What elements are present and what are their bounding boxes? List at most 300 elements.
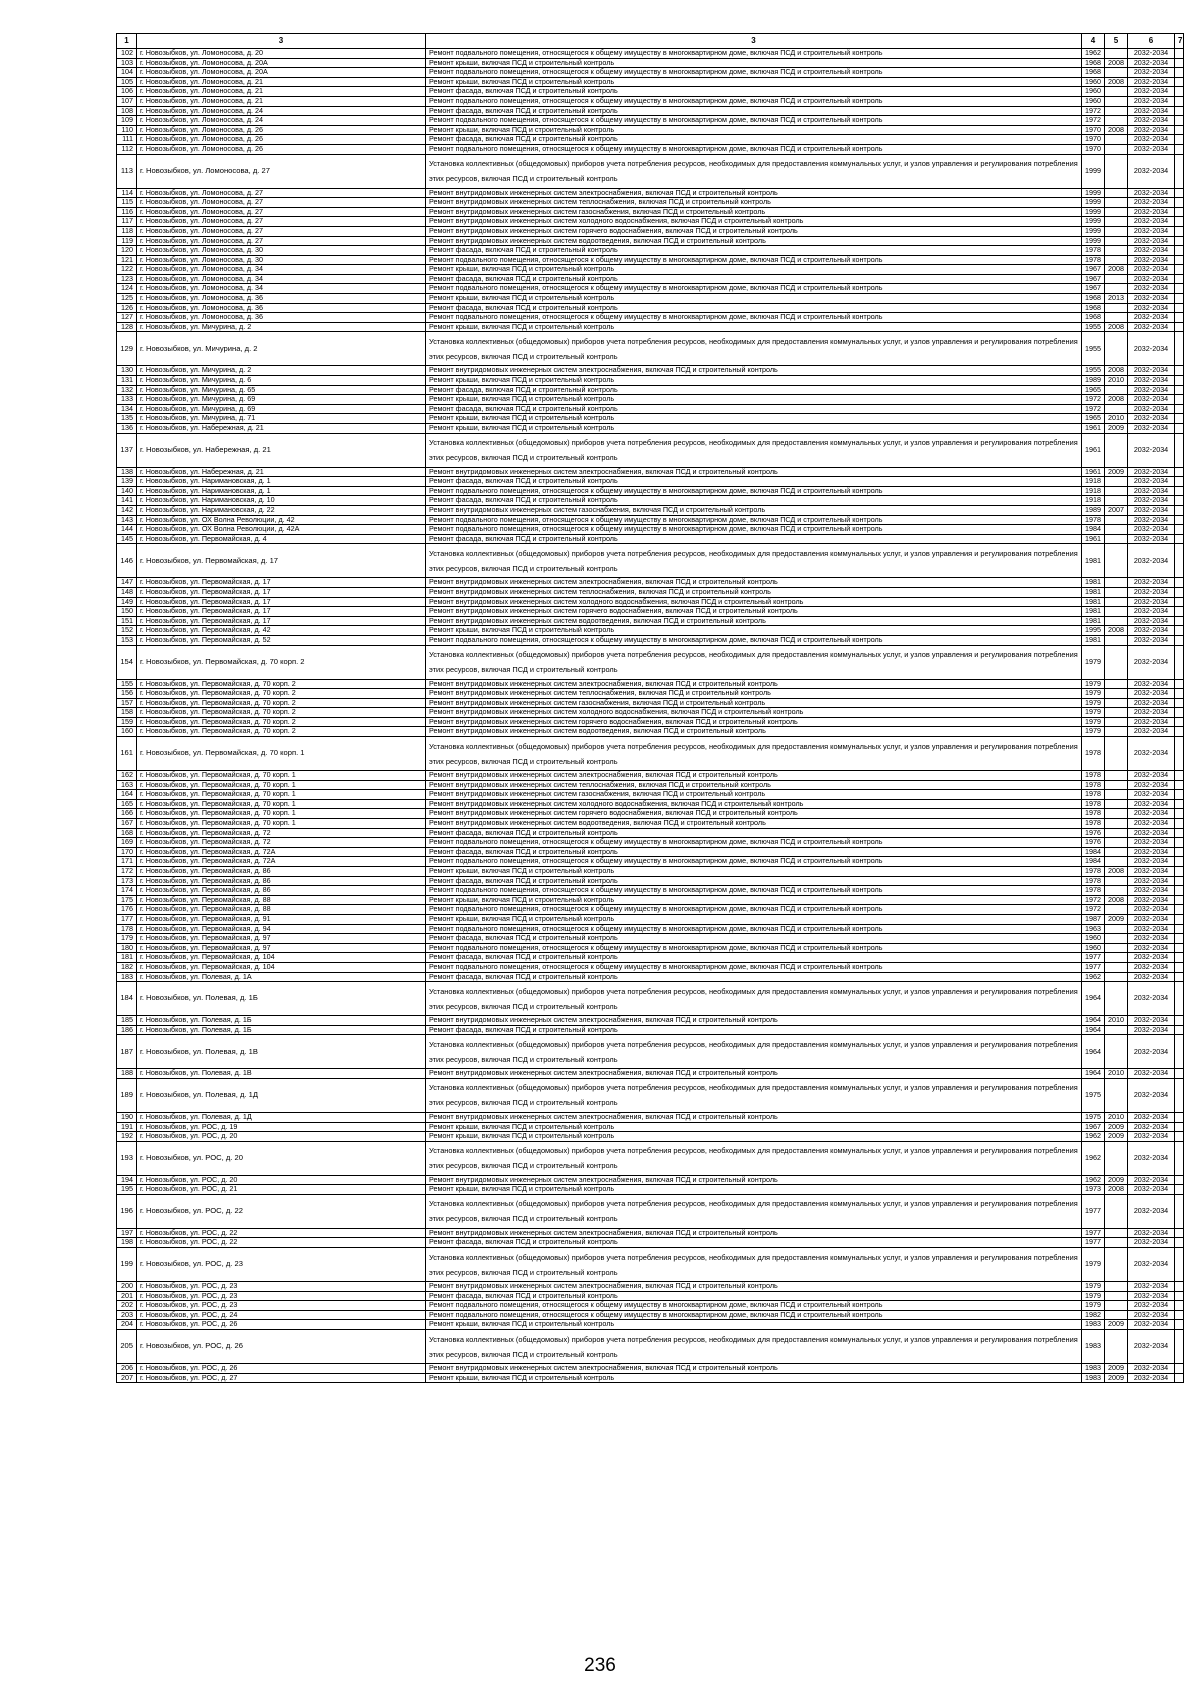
address-cell: г. Новозыбков, ул. Ломоносова, д. 24	[137, 116, 426, 126]
table-row	[117, 1025, 1184, 1035]
last-repair-year-cell	[1105, 68, 1128, 78]
empty-cell	[1175, 799, 1184, 809]
empty-cell	[1175, 867, 1184, 877]
table-row	[117, 914, 1184, 924]
empty-cell	[1175, 1364, 1184, 1374]
address-cell: г. Новозыбков, ул. Полевая, д. 1В	[137, 1069, 426, 1079]
last-repair-year-cell	[1105, 116, 1128, 126]
year-built-cell: 1972	[1082, 905, 1105, 915]
empty-cell	[1175, 385, 1184, 395]
year-built-cell: 1983	[1082, 1330, 1105, 1364]
work-type-cell: Ремонт фасада, включая ПСД и строительный контроль	[426, 385, 1082, 395]
year-built-cell: 1977	[1082, 1238, 1105, 1248]
planned-period-cell: 2032-2034	[1128, 404, 1175, 414]
planned-period-cell: 2032-2034	[1128, 534, 1175, 544]
work-type-cell: Ремонт подвального помещения, относящегося к общему имуществу в многоквартирном доме, включая ПСД и строительный контроль	[426, 1310, 1082, 1320]
address-cell: г. Новозыбков, ул. Первомайская, д. 70 корп. 2	[137, 679, 426, 689]
last-repair-year-cell: 2009	[1105, 424, 1128, 434]
work-type-cell: Установка коллективных (общедомовых) приборов учета потребления ресурсов, необходимых для предоставления коммунальных услуг, и узлов управления и регулирования потребления этих ресурсов, включая ПСД и строительный контроль	[426, 544, 1082, 578]
last-repair-year-cell	[1105, 87, 1128, 97]
address-cell: г. Новозыбков, ул. Первомайская, д. 70 корп. 2	[137, 689, 426, 699]
table-row	[117, 477, 1184, 487]
year-built-cell: 1970	[1082, 135, 1105, 145]
empty-cell	[1175, 1194, 1184, 1228]
year-built-cell: 1967	[1082, 284, 1105, 294]
year-built-cell: 1999	[1082, 188, 1105, 198]
last-repair-year-cell	[1105, 717, 1128, 727]
planned-period-cell: 2032-2034	[1128, 1301, 1175, 1311]
work-type-cell: Ремонт подвального помещения, относящегося к общему имуществу в многоквартирном доме, включая ПСД и строительный контроль	[426, 857, 1082, 867]
planned-period-cell: 2032-2034	[1128, 1282, 1175, 1292]
planned-period-cell: 2032-2034	[1128, 274, 1175, 284]
last-repair-year-cell	[1105, 934, 1128, 944]
address-cell: г. Новозыбков, ул. Мичурина, д. 69	[137, 404, 426, 414]
row-number-cell: 169	[117, 838, 137, 848]
address-cell: г. Новозыбков, ул. Первомайская, д. 72	[137, 828, 426, 838]
last-repair-year-cell	[1105, 96, 1128, 106]
table-row	[117, 544, 1184, 578]
last-repair-year-cell: 2008	[1105, 58, 1128, 68]
address-cell: г. Новозыбков, ул. Мичурина, д. 2	[137, 322, 426, 332]
year-built-cell: 1961	[1082, 433, 1105, 467]
planned-period-cell: 2032-2034	[1128, 934, 1175, 944]
last-repair-year-cell	[1105, 828, 1128, 838]
planned-period-cell: 2032-2034	[1128, 1112, 1175, 1122]
address-cell: г. Новозыбков, ул. РОС, д. 23	[137, 1291, 426, 1301]
empty-cell	[1175, 1132, 1184, 1142]
address-cell: г. Новозыбков, ул. Ломоносова, д. 34	[137, 265, 426, 275]
row-number-cell: 187	[117, 1035, 137, 1069]
address-cell: г. Новозыбков, ул. Ломоносова, д. 27	[137, 188, 426, 198]
last-repair-year-cell	[1105, 679, 1128, 689]
work-type-cell: Ремонт внутридомовых инженерных систем электроснабжения, включая ПСД и строительный контроль	[426, 188, 1082, 198]
planned-period-cell: 2032-2034	[1128, 895, 1175, 905]
work-type-cell: Ремонт внутридомовых инженерных систем водоотведения, включая ПСД и строительный контроль	[426, 236, 1082, 246]
empty-cell	[1175, 1122, 1184, 1132]
table-row	[117, 534, 1184, 544]
planned-period-cell: 2032-2034	[1128, 525, 1175, 535]
row-number-cell: 109	[117, 116, 137, 126]
year-built-cell: 1978	[1082, 255, 1105, 265]
row-number-cell: 188	[117, 1069, 137, 1079]
last-repair-year-cell	[1105, 198, 1128, 208]
address-cell: г. Новозыбков, ул. Ломоносова, д. 36	[137, 303, 426, 313]
table-row	[117, 886, 1184, 896]
year-built-cell: 1981	[1082, 635, 1105, 645]
table-row	[117, 385, 1184, 395]
row-number-cell: 111	[117, 135, 137, 145]
row-number-cell: 186	[117, 1025, 137, 1035]
table-row	[117, 1112, 1184, 1122]
empty-cell	[1175, 467, 1184, 477]
year-built-cell: 1979	[1082, 727, 1105, 737]
planned-period-cell: 2032-2034	[1128, 771, 1175, 781]
row-number-cell: 191	[117, 1122, 137, 1132]
empty-cell	[1175, 809, 1184, 819]
row-number-cell: 142	[117, 505, 137, 515]
year-built-cell: 1977	[1082, 1194, 1105, 1228]
work-type-cell: Ремонт внутридомовых инженерных систем теплоснабжения, включая ПСД и строительный контроль	[426, 780, 1082, 790]
empty-cell	[1175, 77, 1184, 87]
address-cell: г. Новозыбков, ул. Первомайская, д. 4	[137, 534, 426, 544]
address-cell: г. Новозыбков, ул. Первомайская, д. 70 корп. 2	[137, 708, 426, 718]
planned-period-cell: 2032-2034	[1128, 886, 1175, 896]
work-type-cell: Ремонт крыши, включая ПСД и строительный контроль	[426, 1185, 1082, 1195]
table-row	[117, 125, 1184, 135]
address-cell: г. Новозыбков, ул. Первомайская, д. 17	[137, 578, 426, 588]
row-number-cell: 110	[117, 125, 137, 135]
work-type-cell: Ремонт внутридомовых инженерных систем электроснабжения, включая ПСД и строительный контроль	[426, 1364, 1082, 1374]
empty-cell	[1175, 1291, 1184, 1301]
planned-period-cell: 2032-2034	[1128, 1132, 1175, 1142]
planned-period-cell: 2032-2034	[1128, 188, 1175, 198]
last-repair-year-cell	[1105, 847, 1128, 857]
table-row	[117, 198, 1184, 208]
row-number-cell: 207	[117, 1373, 137, 1383]
table-row	[117, 1069, 1184, 1079]
last-repair-year-cell	[1105, 924, 1128, 934]
empty-cell	[1175, 1185, 1184, 1195]
year-built-cell: 1977	[1082, 1228, 1105, 1238]
empty-cell	[1175, 607, 1184, 617]
address-cell: г. Новозыбков, ул. Первомайская, д. 17	[137, 597, 426, 607]
work-type-cell: Ремонт подвального помещения, относящегося к общему имуществу в многоквартирном доме, включая ПСД и строительный контроль	[426, 144, 1082, 154]
address-cell: г. Новозыбков, ул. РОС, д. 20	[137, 1141, 426, 1175]
address-cell: г. Новозыбков, ул. Набережная, д. 21	[137, 424, 426, 434]
last-repair-year-cell	[1105, 943, 1128, 953]
empty-cell	[1175, 135, 1184, 145]
empty-cell	[1175, 1035, 1184, 1069]
empty-cell	[1175, 424, 1184, 434]
planned-period-cell: 2032-2034	[1128, 294, 1175, 304]
table-row	[117, 376, 1184, 386]
last-repair-year-cell	[1105, 404, 1128, 414]
work-type-cell: Ремонт фасада, включая ПСД и строительный контроль	[426, 135, 1082, 145]
address-cell: г. Новозыбков, ул. Первомайская, д. 86	[137, 867, 426, 877]
table-row	[117, 505, 1184, 515]
planned-period-cell: 2032-2034	[1128, 645, 1175, 679]
empty-cell	[1175, 414, 1184, 424]
planned-period-cell: 2032-2034	[1128, 154, 1175, 188]
table-row	[117, 578, 1184, 588]
work-type-cell: Ремонт фасада, включая ПСД и строительный контроль	[426, 274, 1082, 284]
row-number-cell: 167	[117, 819, 137, 829]
table-row	[117, 188, 1184, 198]
planned-period-cell: 2032-2034	[1128, 135, 1175, 145]
last-repair-year-cell	[1105, 819, 1128, 829]
work-type-cell: Ремонт крыши, включая ПСД и строительный контроль	[426, 395, 1082, 405]
row-number-cell: 178	[117, 924, 137, 934]
planned-period-cell: 2032-2034	[1128, 953, 1175, 963]
work-type-cell: Ремонт внутридомовых инженерных систем электроснабжения, включая ПСД и строительный контроль	[426, 679, 1082, 689]
last-repair-year-cell	[1105, 607, 1128, 617]
row-number-cell: 180	[117, 943, 137, 953]
year-built-cell: 1962	[1082, 1175, 1105, 1185]
row-number-cell: 136	[117, 424, 137, 434]
work-type-cell: Ремонт внутридомовых инженерных систем электроснабжения, включая ПСД и строительный контроль	[426, 366, 1082, 376]
planned-period-cell: 2032-2034	[1128, 905, 1175, 915]
planned-period-cell: 2032-2034	[1128, 809, 1175, 819]
planned-period-cell: 2032-2034	[1128, 505, 1175, 515]
year-built-cell: 1965	[1082, 385, 1105, 395]
row-number-cell: 177	[117, 914, 137, 924]
last-repair-year-cell	[1105, 962, 1128, 972]
work-type-cell: Ремонт внутридомовых инженерных систем электроснабжения, включая ПСД и строительный контроль	[426, 1282, 1082, 1292]
year-built-cell: 1979	[1082, 645, 1105, 679]
row-number-cell: 132	[117, 385, 137, 395]
planned-period-cell: 2032-2034	[1128, 962, 1175, 972]
table-row	[117, 1301, 1184, 1311]
address-cell: г. Новозыбков, ул. РОС, д. 23	[137, 1282, 426, 1292]
table-row	[117, 496, 1184, 506]
row-number-cell: 128	[117, 322, 137, 332]
address-cell: г. Новозыбков, ул. Ломоносова, д. 21	[137, 96, 426, 106]
year-built-cell: 1964	[1082, 1025, 1105, 1035]
empty-cell	[1175, 1238, 1184, 1248]
work-type-cell: Ремонт фасада, включая ПСД и строительный контроль	[426, 246, 1082, 256]
year-built-cell: 1995	[1082, 626, 1105, 636]
empty-cell	[1175, 905, 1184, 915]
year-built-cell: 1962	[1082, 1132, 1105, 1142]
year-built-cell: 1981	[1082, 578, 1105, 588]
table-row	[117, 607, 1184, 617]
row-number-cell: 107	[117, 96, 137, 106]
empty-cell	[1175, 198, 1184, 208]
row-number-cell: 153	[117, 635, 137, 645]
last-repair-year-cell	[1105, 106, 1128, 116]
planned-period-cell: 2032-2034	[1128, 616, 1175, 626]
work-type-cell: Ремонт подвального помещения, относящегося к общему имуществу в многоквартирном доме, включая ПСД и строительный контроль	[426, 486, 1082, 496]
table-row	[117, 679, 1184, 689]
planned-period-cell: 2032-2034	[1128, 68, 1175, 78]
work-type-cell: Ремонт подвального помещения, относящегося к общему имуществу в многоквартирном доме, включая ПСД и строительный контроль	[426, 68, 1082, 78]
address-cell: г. Новозыбков, ул. Наримановская, д. 10	[137, 496, 426, 506]
empty-cell	[1175, 144, 1184, 154]
address-cell: г. Новозыбков, ул. Ломоносова, д. 27	[137, 236, 426, 246]
planned-period-cell: 2032-2034	[1128, 1194, 1175, 1228]
last-repair-year-cell	[1105, 284, 1128, 294]
work-type-cell: Установка коллективных (общедомовых) приборов учета потребления ресурсов, необходимых для предоставления коммунальных услуг, и узлов управления и регулирования потребления этих ресурсов, включая ПСД и строительный контроль	[426, 982, 1082, 1016]
work-type-cell: Ремонт подвального помещения, относящегося к общему имуществу в многоквартирном доме, включая ПСД и строительный контроль	[426, 943, 1082, 953]
last-repair-year-cell: 2008	[1105, 366, 1128, 376]
year-built-cell: 1979	[1082, 1291, 1105, 1301]
work-type-cell: Установка коллективных (общедомовых) приборов учета потребления ресурсов, необходимых для предоставления коммунальных услуг, и узлов управления и регулирования потребления этих ресурсов, включая ПСД и строительный контроль	[426, 1330, 1082, 1364]
planned-period-cell: 2032-2034	[1128, 414, 1175, 424]
address-cell: г. Новозыбков, ул. Первомайская, д. 17	[137, 587, 426, 597]
table-row	[117, 717, 1184, 727]
row-number-cell: 146	[117, 544, 137, 578]
address-cell: г. Новозыбков, ул. Наримановская, д. 1	[137, 486, 426, 496]
address-cell: г. Новозыбков, ул. Первомайская, д. 104	[137, 953, 426, 963]
table-row	[117, 332, 1184, 366]
table-row	[117, 1132, 1184, 1142]
work-type-cell: Ремонт внутридомовых инженерных систем электроснабжения, включая ПСД и строительный контроль	[426, 578, 1082, 588]
work-type-cell: Ремонт подвального помещения, относящегося к общему имуществу в многоквартирном доме, включая ПСД и строительный контроль	[426, 962, 1082, 972]
last-repair-year-cell	[1105, 49, 1128, 59]
empty-cell	[1175, 679, 1184, 689]
address-cell: г. Новозыбков, ул. Ломоносова, д. 21	[137, 87, 426, 97]
year-built-cell: 1979	[1082, 1301, 1105, 1311]
planned-period-cell: 2032-2034	[1128, 1228, 1175, 1238]
planned-period-cell: 2032-2034	[1128, 424, 1175, 434]
address-cell: г. Новозыбков, ул. Первомайская, д. 17	[137, 544, 426, 578]
header-row	[117, 34, 1184, 49]
planned-period-cell: 2032-2034	[1128, 106, 1175, 116]
last-repair-year-cell	[1105, 1194, 1128, 1228]
work-type-cell: Ремонт внутридомовых инженерных систем газоснабжения, включая ПСД и строительный контроль	[426, 505, 1082, 515]
year-built-cell: 1979	[1082, 1248, 1105, 1282]
year-built-cell: 1981	[1082, 587, 1105, 597]
table-row	[117, 1035, 1184, 1069]
work-type-cell: Ремонт внутридомовых инженерных систем водоотведения, включая ПСД и строительный контроль	[426, 727, 1082, 737]
empty-cell	[1175, 246, 1184, 256]
table-row	[117, 525, 1184, 535]
table-row	[117, 313, 1184, 323]
last-repair-year-cell: 2008	[1105, 77, 1128, 87]
empty-cell	[1175, 313, 1184, 323]
planned-period-cell: 2032-2034	[1128, 246, 1175, 256]
empty-cell	[1175, 294, 1184, 304]
work-type-cell: Ремонт фасада, включая ПСД и строительный контроль	[426, 534, 1082, 544]
table-row	[117, 809, 1184, 819]
work-type-cell: Ремонт фасада, включая ПСД и строительный контроль	[426, 876, 1082, 886]
address-cell: г. Новозыбков, ул. Первомайская, д. 72А	[137, 857, 426, 867]
work-type-cell: Ремонт крыши, включая ПСД и строительный контроль	[426, 1373, 1082, 1383]
row-number-cell: 204	[117, 1320, 137, 1330]
address-cell: г. Новозыбков, ул. Полевая, д. 1Д	[137, 1112, 426, 1122]
address-cell: г. Новозыбков, ул. Первомайская, д. 88	[137, 905, 426, 915]
planned-period-cell: 2032-2034	[1128, 87, 1175, 97]
table-row	[117, 616, 1184, 626]
year-built-cell: 1981	[1082, 544, 1105, 578]
planned-period-cell: 2032-2034	[1128, 1320, 1175, 1330]
address-cell: г. Новозыбков, ул. Полевая, д. 1Д	[137, 1078, 426, 1112]
address-cell: г. Новозыбков, ул. РОС, д. 27	[137, 1373, 426, 1383]
address-cell: г. Новозыбков, ул. Ломоносова, д. 27	[137, 226, 426, 236]
last-repair-year-cell	[1105, 544, 1128, 578]
work-type-cell: Ремонт подвального помещения, относящегося к общему имуществу в многоквартирном доме, включая ПСД и строительный контроль	[426, 1301, 1082, 1311]
planned-period-cell: 2032-2034	[1128, 914, 1175, 924]
empty-cell	[1175, 496, 1184, 506]
table-row	[117, 144, 1184, 154]
planned-period-cell: 2032-2034	[1128, 1078, 1175, 1112]
empty-cell	[1175, 525, 1184, 535]
address-cell: г. Новозыбков, ул. ОХ Волна Революции, д. 42	[137, 515, 426, 525]
year-built-cell: 1962	[1082, 49, 1105, 59]
row-number-cell: 205	[117, 1330, 137, 1364]
row-number-cell: 124	[117, 284, 137, 294]
work-type-cell: Ремонт внутридомовых инженерных систем газоснабжения, включая ПСД и строительный контроль	[426, 790, 1082, 800]
last-repair-year-cell	[1105, 236, 1128, 246]
planned-period-cell: 2032-2034	[1128, 125, 1175, 135]
address-cell: г. Новозыбков, ул. Первомайская, д. 72А	[137, 847, 426, 857]
address-cell: г. Новозыбков, ул. Полевая, д. 1В	[137, 1035, 426, 1069]
address-cell: г. Новозыбков, ул. Мичурина, д. 69	[137, 395, 426, 405]
year-built-cell: 1963	[1082, 924, 1105, 934]
work-type-cell: Ремонт фасада, включая ПСД и строительный контроль	[426, 1238, 1082, 1248]
planned-period-cell: 2032-2034	[1128, 943, 1175, 953]
row-number-cell: 201	[117, 1291, 137, 1301]
table-row	[117, 737, 1184, 771]
work-type-cell: Установка коллективных (общедомовых) приборов учета потребления ресурсов, необходимых для предоставления коммунальных услуг, и узлов управления и регулирования потребления этих ресурсов, включая ПСД и строительный контроль	[426, 1078, 1082, 1112]
last-repair-year-cell	[1105, 226, 1128, 236]
work-type-cell: Ремонт внутридомовых инженерных систем электроснабжения, включая ПСД и строительный контроль	[426, 1112, 1082, 1122]
last-repair-year-cell: 2009	[1105, 1132, 1128, 1142]
table-row	[117, 698, 1184, 708]
work-type-cell: Ремонт подвального помещения, относящегося к общему имуществу в многоквартирном доме, включая ПСД и строительный контроль	[426, 313, 1082, 323]
planned-period-cell: 2032-2034	[1128, 96, 1175, 106]
row-number-cell: 126	[117, 303, 137, 313]
year-built-cell: 1968	[1082, 294, 1105, 304]
year-built-cell: 1972	[1082, 106, 1105, 116]
table-row	[117, 226, 1184, 236]
table-row	[117, 116, 1184, 126]
table-row	[117, 1373, 1184, 1383]
empty-cell	[1175, 934, 1184, 944]
row-number-cell: 145	[117, 534, 137, 544]
table-row	[117, 424, 1184, 434]
planned-period-cell: 2032-2034	[1128, 1330, 1175, 1364]
row-number-cell: 143	[117, 515, 137, 525]
year-built-cell: 1962	[1082, 1141, 1105, 1175]
table-row	[117, 962, 1184, 972]
last-repair-year-cell	[1105, 587, 1128, 597]
empty-cell	[1175, 914, 1184, 924]
year-built-cell: 1964	[1082, 1069, 1105, 1079]
row-number-cell: 108	[117, 106, 137, 116]
last-repair-year-cell: 2009	[1105, 1175, 1128, 1185]
row-number-cell: 181	[117, 953, 137, 963]
empty-cell	[1175, 616, 1184, 626]
row-number-cell: 185	[117, 1016, 137, 1026]
table-row	[117, 857, 1184, 867]
address-cell: г. Новозыбков, ул. РОС, д. 26	[137, 1330, 426, 1364]
row-number-cell: 196	[117, 1194, 137, 1228]
address-cell: г. Новозыбков, ул. Ломоносова, д. 20А	[137, 68, 426, 78]
address-cell: г. Новозыбков, ул. Полевая, д. 1А	[137, 972, 426, 982]
last-repair-year-cell	[1105, 886, 1128, 896]
empty-cell	[1175, 982, 1184, 1016]
last-repair-year-cell	[1105, 486, 1128, 496]
year-built-cell: 1981	[1082, 597, 1105, 607]
empty-cell	[1175, 544, 1184, 578]
planned-period-cell: 2032-2034	[1128, 597, 1175, 607]
table-row	[117, 49, 1184, 59]
address-cell: г. Новозыбков, ул. РОС, д. 19	[137, 1122, 426, 1132]
address-cell: г. Новозыбков, ул. Первомайская, д. 94	[137, 924, 426, 934]
row-number-cell: 203	[117, 1310, 137, 1320]
last-repair-year-cell	[1105, 780, 1128, 790]
year-built-cell: 1976	[1082, 828, 1105, 838]
empty-cell	[1175, 106, 1184, 116]
row-number-cell: 164	[117, 790, 137, 800]
address-cell: г. Новозыбков, ул. Полевая, д. 1Б	[137, 1016, 426, 1026]
row-number-cell: 183	[117, 972, 137, 982]
year-built-cell: 1972	[1082, 404, 1105, 414]
address-cell: г. Новозыбков, ул. Полевая, д. 1Б	[137, 982, 426, 1016]
planned-period-cell: 2032-2034	[1128, 972, 1175, 982]
address-cell: г. Новозыбков, ул. Ломоносова, д. 26	[137, 125, 426, 135]
row-number-cell: 189	[117, 1078, 137, 1112]
address-cell: г. Новозыбков, ул. Наримановская, д. 1	[137, 477, 426, 487]
row-number-cell: 158	[117, 708, 137, 718]
empty-cell	[1175, 366, 1184, 376]
row-number-cell: 173	[117, 876, 137, 886]
row-number-cell: 197	[117, 1228, 137, 1238]
row-number-cell: 114	[117, 188, 137, 198]
last-repair-year-cell	[1105, 1228, 1128, 1238]
empty-cell	[1175, 886, 1184, 896]
